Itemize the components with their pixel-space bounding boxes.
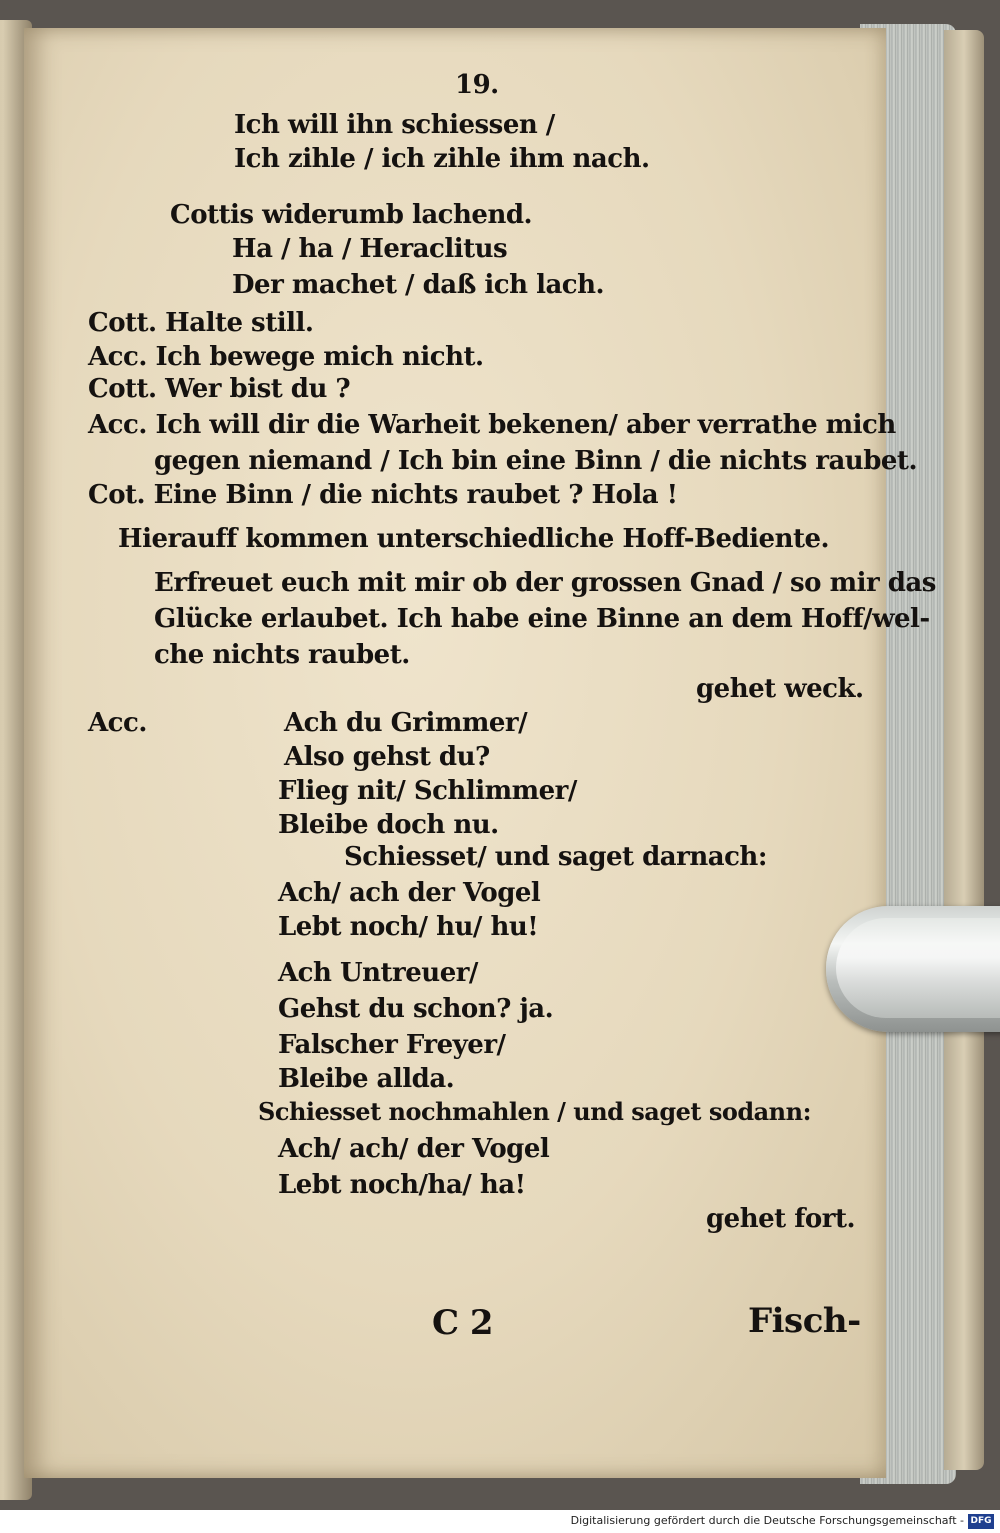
stage-direction: Schiesset/ und saget darnach:	[344, 842, 767, 872]
verse-line: Also gehst du?	[284, 742, 490, 772]
verse-line: Falscher Freyer/	[278, 1030, 506, 1060]
stage-direction: Schiesset nochmahlen / und saget sodann:	[258, 1097, 811, 1126]
verse-line: Ich zihle / ich zihle ihm nach.	[234, 144, 650, 174]
verse-line: Ach Untreuer/	[278, 958, 478, 988]
dialogue-line: Acc. Ich will dir die Warheit bekenen/ aber verrathe mich	[88, 410, 896, 440]
dialogue-line: Acc. Ich bewege mich nicht.	[88, 342, 484, 372]
verse-line: Ach du Grimmer/	[284, 708, 528, 738]
verse-line: Ich will ihn schiessen /	[234, 110, 555, 140]
dialogue-line: che nichts raubet.	[154, 640, 410, 670]
verse-line: Ach/ ach der Vogel	[278, 878, 541, 908]
signature-mark: C 2	[432, 1303, 494, 1343]
verse-line: Ach/ ach/ der Vogel	[278, 1134, 550, 1164]
funding-credit: Digitalisierung gefördert durch die Deutsche Forschungsgemeinschaft -	[570, 1514, 964, 1527]
dialogue-line: Cott. Halte still.	[88, 308, 314, 338]
stage-direction: gehet fort.	[706, 1204, 856, 1234]
stage-direction: gehet weck.	[696, 674, 864, 704]
book-cover-edge	[944, 30, 984, 1470]
dialogue-line: Cot. Eine Binn / die nichts raubet ? Hola !	[88, 480, 678, 510]
dialogue-line: gegen niemand / Ich bin eine Binn / die nichts raubet.	[154, 446, 917, 476]
verse-line: Bleibe doch nu.	[278, 810, 499, 840]
page-number: 19.	[455, 70, 499, 100]
dialogue-line: Glücke erlaubet. Ich habe eine Binne an dem Hoff/wel-	[154, 604, 930, 634]
verse-line: Der machet / daß ich lach.	[232, 270, 605, 300]
verse-line: Lebt noch/ha/ ha!	[278, 1170, 526, 1200]
verse-line: Ha / ha / Heraclitus	[232, 234, 508, 264]
verse-line: Gehst du schon? ja.	[278, 994, 554, 1024]
page-clip-highlight	[836, 918, 1000, 1018]
verse-line: Bleibe allda.	[278, 1064, 455, 1094]
catchword: Fisch-	[748, 1301, 861, 1341]
stage-direction: Hierauff kommen unterschiedliche Hoff-Bediente.	[118, 524, 830, 554]
stage-direction: Cottis widerumb lachend.	[170, 200, 533, 230]
dialogue-line: Cott. Wer bist du ?	[88, 374, 351, 404]
verse-line: Flieg nit/ Schlimmer/	[278, 776, 577, 806]
speaker-label: Acc.	[88, 708, 147, 738]
dfg-logo-icon: DFG	[968, 1514, 994, 1529]
dialogue-line: Erfreuet euch mit mir ob der grossen Gnad / so mir das	[154, 568, 936, 598]
verse-line: Lebt noch/ hu/ hu!	[278, 912, 539, 942]
footer-bar	[0, 1510, 1000, 1533]
